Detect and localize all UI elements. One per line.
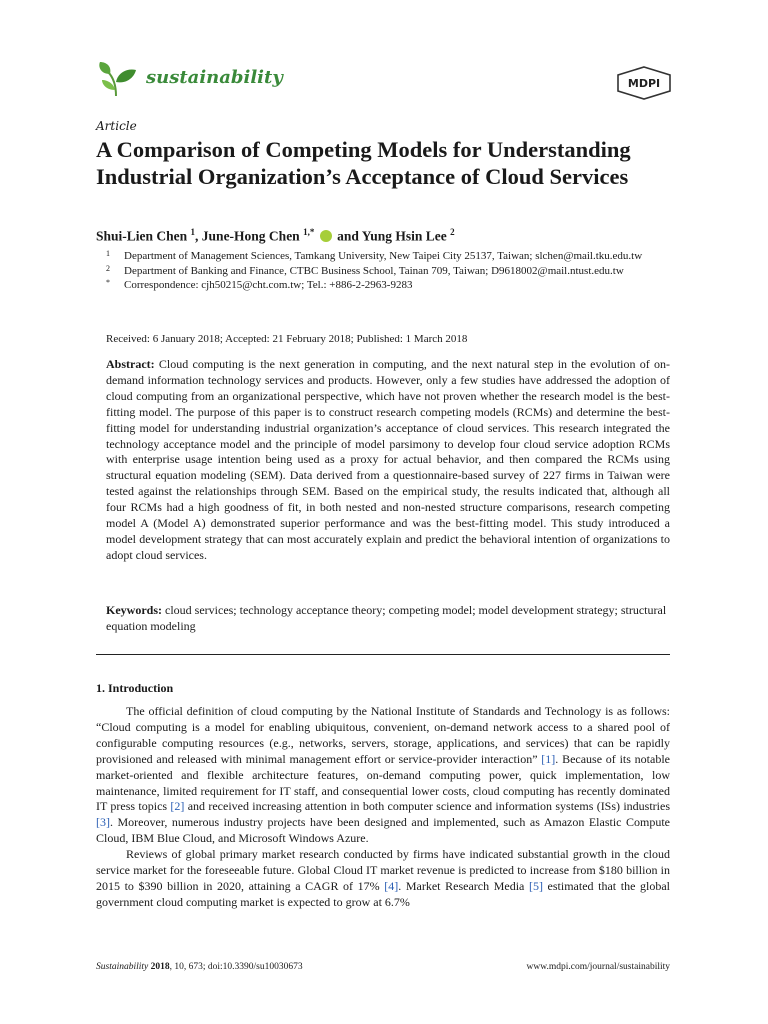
section-heading: 1. Introduction	[96, 681, 174, 695]
paragraph-text: . Market Research Media	[398, 878, 529, 893]
paragraph-text: . Because of its notable market-oriented and flexible architecture features, on-demand computing power, quick implementation, low maintenance, limited requirement for IT staff, and consequential lower costs, cloud computing has recently dominated IT press topics	[96, 751, 670, 814]
author-name[interactable]: Shui-Lien Chen	[96, 228, 188, 244]
journal-header	[96, 60, 672, 104]
article-type-label: Article	[96, 119, 137, 133]
keywords-label: Keywords:	[106, 603, 162, 617]
publication-dates: Received: 6 January 2018; Accepted: 21 February 2018; Published: 1 March 2018	[106, 333, 468, 345]
paragraph	[96, 847, 670, 911]
mdpi-logo	[616, 66, 672, 100]
paragraph-text: estimated that the global government cloud computing market is expected to grow at 6.7%	[96, 878, 670, 909]
correspondence-text: Correspondence: cjh50215@cht.com.tw; Tel.: +886-2-2963-9283	[124, 279, 413, 291]
affiliation-number: 1	[106, 249, 110, 258]
affiliation-item	[106, 264, 666, 279]
correspondence-item	[106, 278, 666, 293]
citation-link[interactable]: [1]	[541, 751, 556, 766]
author-connector: and	[337, 228, 359, 244]
keywords	[106, 602, 670, 634]
section-divider	[96, 654, 670, 655]
footer-url[interactable]: www.mdpi.com/journal/sustainability	[526, 962, 670, 972]
paragraph-text: The official definition of cloud computing by the National Institute of Standards and Technology is as follows: “Cloud computing is a model for enabling ubiquitous, convenient, on-demand network access to a shared pool of configurable computing resources (e.g., networks, servers, storage, applications, and services) that can be rapidly provisioned and released with minimal management effort or service-provider interaction”	[96, 704, 670, 766]
article-title: A Comparison of Competing Models for Understanding Industrial Organization’s Acceptance of Cloud Services	[96, 137, 631, 189]
affiliation-text: Department of Banking and Finance, CTBC Business School, Tainan 709, Taiwan; D9618002@mail.ntust.edu.tw	[124, 264, 624, 277]
journal-name: sustainability	[146, 66, 283, 88]
footer-journal: Sustainability	[96, 962, 149, 972]
keywords-text: cloud services; technology acceptance theory; competing model; model development strategy; structural equation modeling	[106, 603, 667, 633]
mdpi-logo-text: MDPI	[627, 77, 661, 90]
paragraph-text: and received increasing attention in both computer science and information systems (ISs) industries	[184, 799, 671, 814]
affiliation-marker: 2	[450, 227, 455, 237]
paragraph-text: Reviews of global primary market research conducted by firms have indicated substantial growth in the cloud service market for the foreseeable future. Global Cloud IT market revenue is predicted to increase from $180 billion in 2015 to $390 billion in 2020, attaining a CAGR of 17%	[96, 847, 670, 893]
footer-year: 2018	[150, 962, 170, 972]
affiliation-number: *	[106, 278, 110, 287]
affiliation-marker: 1,*	[303, 227, 315, 237]
paragraph	[96, 704, 670, 847]
author-name[interactable]: June-Hong Chen	[201, 228, 300, 244]
citation-link[interactable]: [2]	[170, 799, 185, 814]
leaf-icon	[96, 60, 138, 100]
journal-logo	[96, 60, 283, 100]
citation-link[interactable]: [5]	[528, 878, 543, 893]
introduction-body	[96, 704, 670, 911]
paragraph-text: . Moreover, numerous industry projects have been designed and implemented, such as Amazon Elastic Compute Cloud, IBM Blue Cloud, and Microsoft Windows Azure.	[96, 815, 670, 846]
affiliation-number: 2	[106, 263, 110, 273]
footer-volume-doi: , 10, 673; doi:10.3390/su10030673	[169, 962, 303, 972]
footer-citation	[96, 962, 303, 972]
abstract	[106, 357, 670, 564]
citation-link[interactable]: [4]	[384, 878, 399, 893]
author-list: Shui-Lien Chen $^1$, June-Hong Chen $^{1,*}$ and Yung Hsin Lee $^2$	[96, 227, 455, 244]
orcid-icon[interactable]	[320, 230, 332, 242]
abstract-label: Abstract:	[106, 357, 155, 371]
author-name[interactable]: Yung Hsin Lee	[361, 228, 447, 244]
citation-link[interactable]: [3]	[96, 815, 110, 830]
affiliation-text: Department of Management Sciences, Tamkang University, New Taipei City 25137, Taiwan; slchen@mail.tku.edu.tw	[124, 250, 643, 262]
abstract-text: Cloud computing is the next generation in computing, and the next natural step in the evolution of on-demand information technology services and products. However, only a few studies have addressed the adoption of cloud computing from an organizational perspective, which have not proven whether the research model is the best-fitting model. The purpose of this paper is to construct research competing models (RCMs) and determine the best-fitting model for understanding industrial organization’s acceptance of cloud services. This research integrated the technology acceptance model and the principle of model parsimony to develop four cloud service adoption RCMs with enterprise usage intention being used as a proxy for actual behavior, and then compared the RCMs using structural equation modeling (SEM). Data derived from a questionnaire-based survey of 227 firms in Taiwan were tested against the relationships through SEM. Based on the empirical study, the results indicated that, although all four RCMs had a high goodness of fit, in both nested and non-nested structure comparisons, research competing model A (Model A) demonstrated superior performance and was the best-fitting model. This study introduced a model development strategy that can most accurately explain and predict the behavioral intention of organizations to adopt cloud services.	[106, 357, 670, 562]
affiliation-item	[106, 249, 666, 264]
affiliation-marker: 1	[190, 227, 196, 237]
affiliations	[106, 249, 666, 293]
